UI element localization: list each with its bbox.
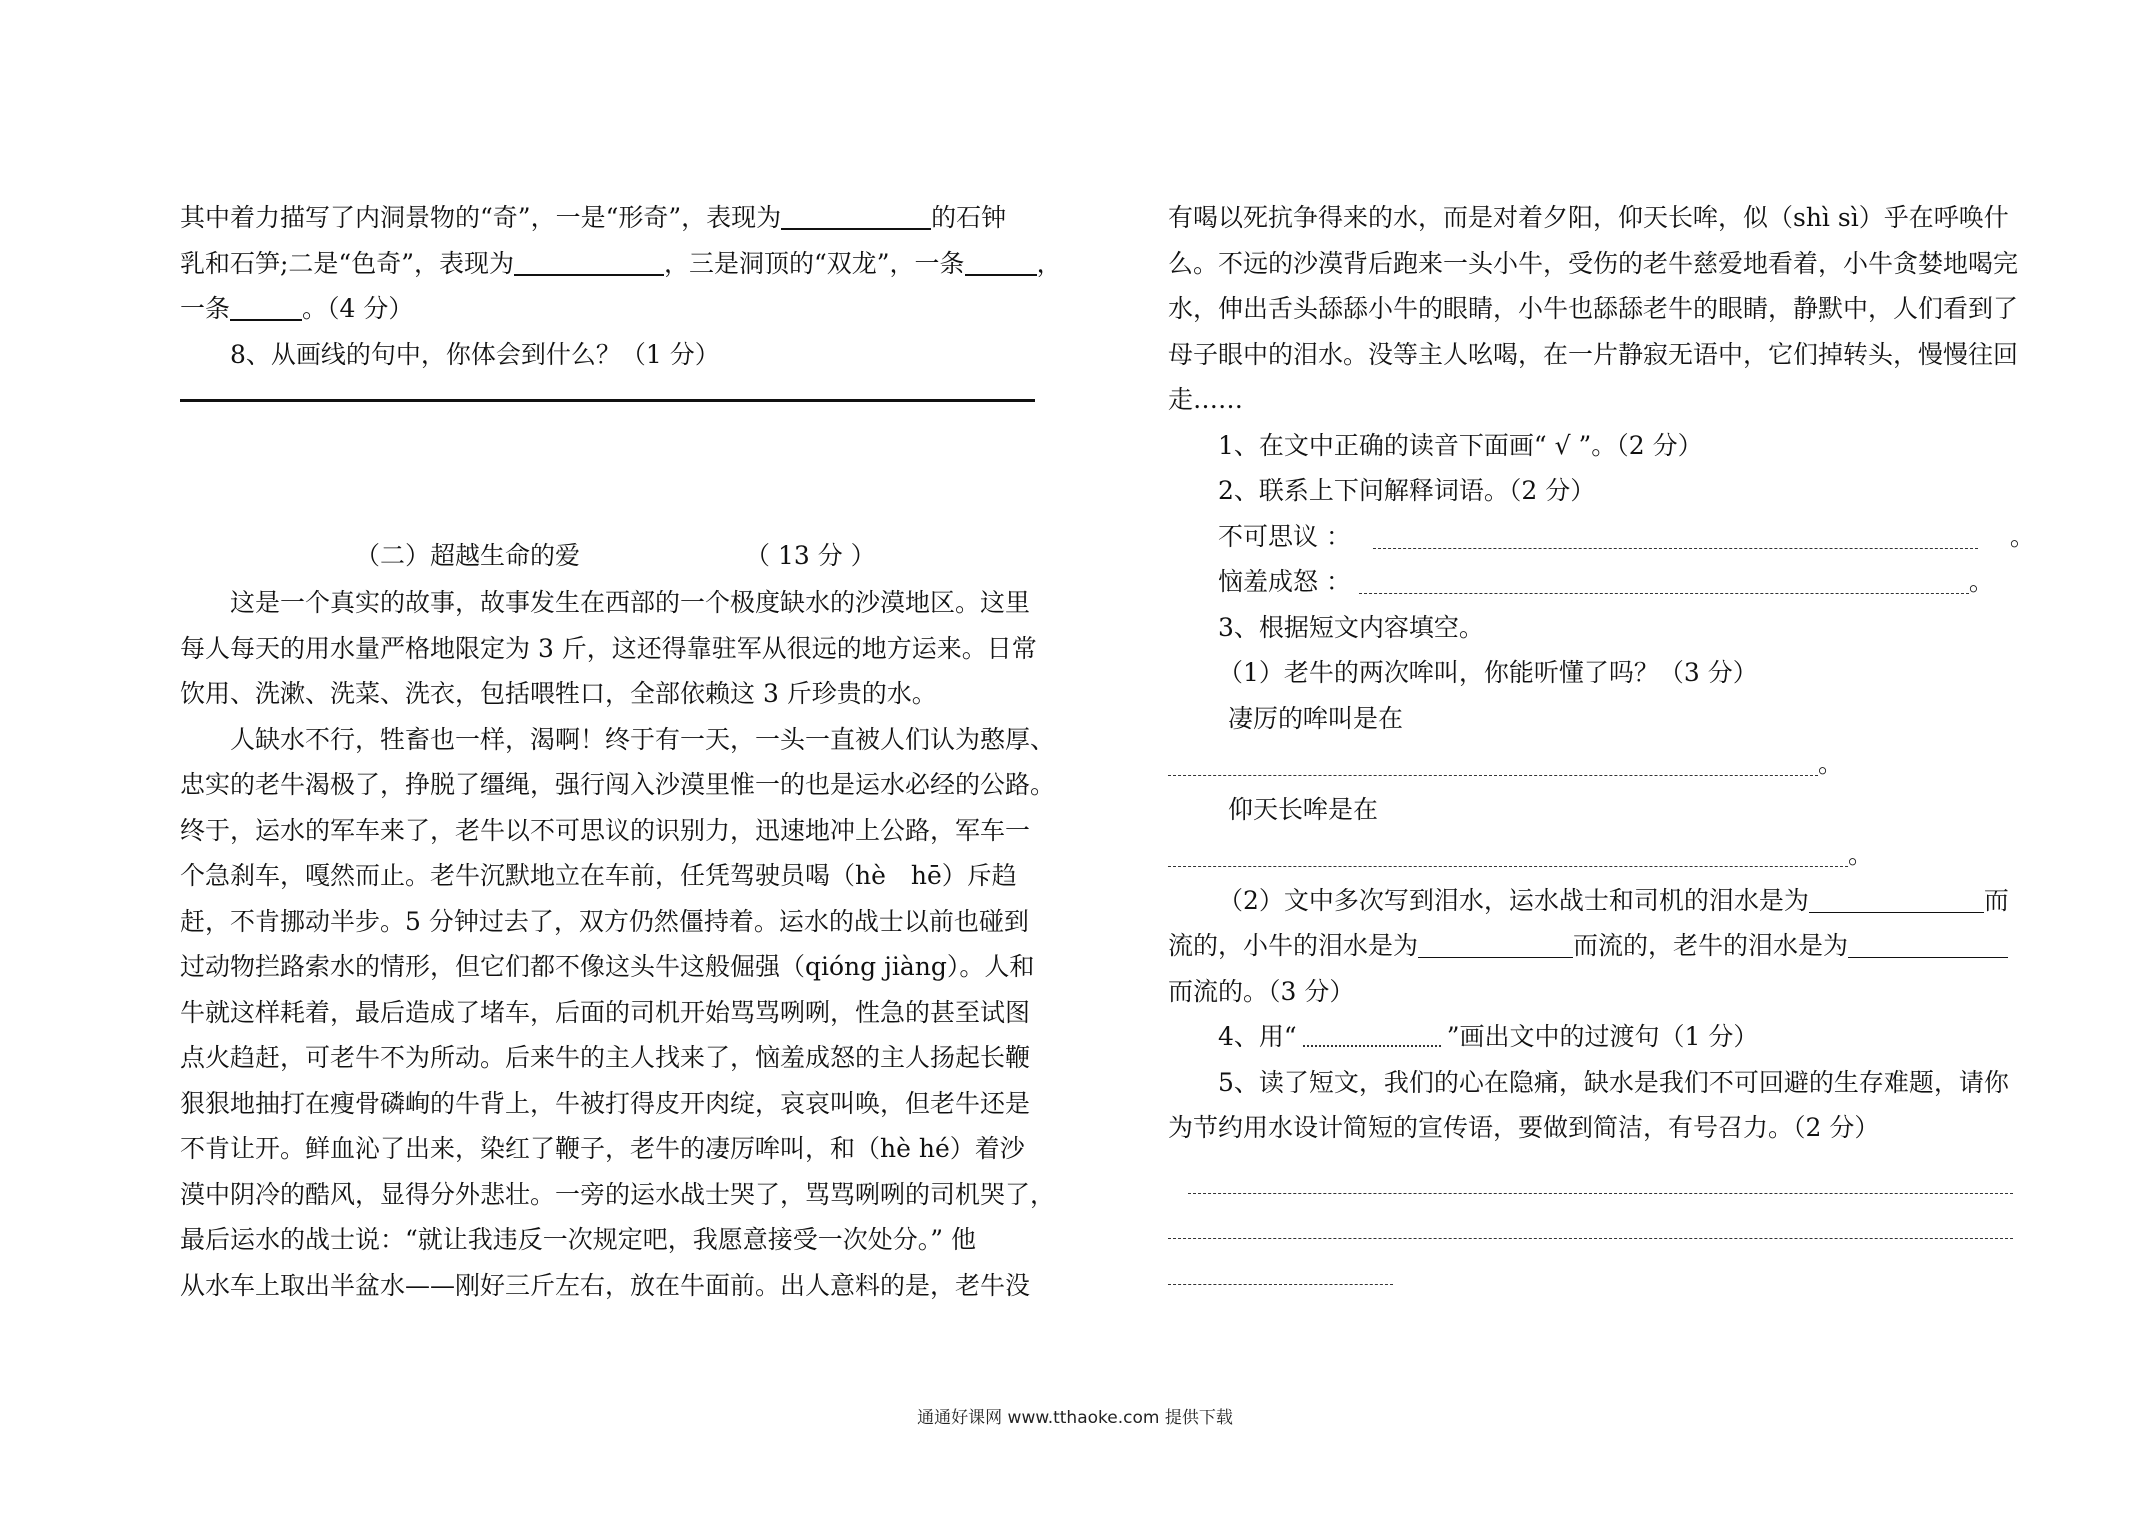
intro-line-3: 一条 。（4 分） xyxy=(180,286,1040,332)
section-score: （ 13 分 ） xyxy=(745,541,876,570)
question-3: 3、根据短文内容填空。 xyxy=(1218,612,1484,642)
left-column xyxy=(180,195,1062,1308)
passage-line: 个急刹车，嘎然而止。老牛沉默地立在车前，任凭驾驶员喝（hè hē）斥趋 xyxy=(180,861,1017,890)
passage-line: 最后运水的战士说：“就让我违反一次规定吧，我愿意接受一次处分。” 他 xyxy=(180,1225,977,1254)
q5-answer-line-1[interactable] xyxy=(1168,1159,2028,1205)
question-3-2-line-2: 流的，小牛的泪水是为 而流的，老牛的泪水是为 xyxy=(1168,923,2028,969)
question-1: 1、在文中正确的读音下面画“ √ ”。（2 分） xyxy=(1218,430,1703,460)
blank-seqi[interactable] xyxy=(514,246,664,276)
answer-bukesiyi[interactable] xyxy=(1373,522,1978,549)
answer-naoxiuchengnu[interactable] xyxy=(1359,567,1969,594)
passage-line: 走…… xyxy=(1168,385,1244,414)
section-title-row xyxy=(180,532,1040,580)
passage-line: 每人每天的用水量严格地限定为 3 斤，这还得靠驻军从很远的地方运来。日常 xyxy=(180,633,1037,663)
question-5-line-2: 为节约用水设计简短的宣传语，要做到简洁，有号召力。（2 分） xyxy=(1168,1113,1880,1142)
word-naoxiuchengnu: 恼羞成怒 ： xyxy=(1218,567,1351,596)
passage-line: 牛就这样耗着，最后造成了堵车，后面的司机开始骂骂咧咧，性急的甚至试图 xyxy=(180,997,1031,1027)
question-3-1: （1）老牛的两次哞叫，你能听懂了吗？（3 分） xyxy=(1218,658,1758,687)
question-2: 2、联系上下问解释词语。（2 分） xyxy=(1218,476,1596,505)
passage-line: 人缺水不行，牲畜也一样，渴啊！终于有一天，一头一直被人们认为憨厚、 xyxy=(230,724,1056,754)
q5-answer-line-3[interactable] xyxy=(1168,1250,2028,1296)
blank-dragon-2[interactable] xyxy=(230,291,302,321)
right-column xyxy=(1168,195,2035,1295)
question-5-line-1: 5、读了短文，我们的心在隐痛，缺水是我们不可回避的生存难题，请你 xyxy=(1218,1067,2009,1097)
intro-line-2: 乳和石笋;二是“色奇”，表现为 ，三是洞顶的“双龙”，一条 ， xyxy=(180,241,1040,287)
passage-line: 有喝以死抗争得来的水，而是对着夕阳，仰天长哞，似（shì sì）乎在呼唤什 xyxy=(1168,203,2009,232)
blank-tears-soldiers[interactable] xyxy=(1809,884,1984,913)
word-bukesiyi-row: 不可思议 ： 。 xyxy=(1218,521,2035,551)
q3-1-prompt-a: 凄厉的哞叫是在 xyxy=(1228,703,1404,733)
blank-tears-ox[interactable] xyxy=(1848,929,2008,958)
passage-line: 么。不远的沙漠背后跑来一头小牛，受伤的老牛慈爱地看着，小牛贪婪地喝完 xyxy=(1168,248,2019,278)
passage-line: 狠狠地抽打在瘦骨磷峋的牛背上，牛被打得皮开肉绽，哀哀叫唤，但老牛还是 xyxy=(180,1088,1031,1118)
question-3-2-line-3: 而流的。（3 分） xyxy=(1168,976,1355,1006)
q3-1-answer-b-row: 。 xyxy=(1168,832,2028,878)
word-bukesiyi: 不可思议 ： xyxy=(1218,521,1351,551)
q3-1-answer-a-row: 。 xyxy=(1168,741,2028,787)
q3-1-answer-b[interactable] xyxy=(1168,840,1848,867)
word-naoxiuchengnu-row: 恼羞成怒 ： 。 xyxy=(1218,567,1994,596)
blank-tears-calf[interactable] xyxy=(1418,929,1573,958)
passage-line: 终于，运水的军车来了，老牛以不可思议的识别力，迅速地冲上公路，军车一 xyxy=(180,815,1031,845)
question-8: 8、从画线的句中，你体会到什么？（1 分） xyxy=(230,339,720,369)
q3-1-answer-a[interactable] xyxy=(1168,749,1818,776)
section-title: （二）超越生命的爱 xyxy=(355,541,581,570)
passage-line: 忠实的老牛渴极了，挣脱了缰绳，强行闯入沙漠里惟一的也是运水必经的公路。 xyxy=(180,770,1056,799)
intro-line-1: 其中着力描写了内洞景物的“奇”，一是“形奇”，表现为 的石钟 xyxy=(180,195,1040,241)
question-4: 4、用“ ”画出文中的过渡句（1 分） xyxy=(1218,1022,1759,1051)
passage-line: 母子眼中的泪水。没等主人吆喝，在一片静寂无语中，它们掉转头，慢慢往回 xyxy=(1168,339,2019,369)
footer-credit: 通通好课网 www.tthaoke.com 提供下载 xyxy=(917,1408,1233,1428)
passage-line: 从水车上取出半盆水——刚好三斤左右，放在牛面前。出人意料的是，老牛没 xyxy=(180,1270,1031,1300)
blank-dragon-1[interactable] xyxy=(965,246,1037,276)
question-3-2-line-1: （2）文中多次写到泪水，运水战士和司机的泪水是为 而 xyxy=(1218,885,2009,915)
passage-line: 水，伸出舌头舔舔小牛的眼睛，小牛也舔舔老牛的眼睛，静默中，人们看到了 xyxy=(1168,294,2019,323)
q3-1-prompt-b: 仰天长哞是在 xyxy=(1228,794,1379,824)
wavy-underline-sample xyxy=(1303,1023,1441,1047)
passage-line: 点火趋赶，可老牛不为所动。后来牛的主人找来了，恼羞成怒的主人扬起长鞭 xyxy=(180,1043,1031,1072)
passage-line: 漠中阴冷的酷风，显得分外悲壮。一旁的运水战士哭了，骂骂咧咧的司机哭了， xyxy=(180,1179,1056,1209)
passage-line: 不肯让开。鲜血沁了出来，染红了鞭子，老牛的凄厉哞叫，和（hè hé）着沙 xyxy=(180,1134,1025,1163)
passage-line: 过动物拦路索水的情形，但它们都不像这头牛这般倔强（qióng jiàng）。人和 xyxy=(180,952,1035,981)
blank-xingqi[interactable] xyxy=(781,200,931,230)
q5-answer-line-2[interactable] xyxy=(1168,1204,2028,1250)
passage-line: 饮用、洗漱、洗菜、洗衣，包括喂牲口，全部依赖这 3 斤珍贵的水。 xyxy=(180,679,937,708)
passage-line: 这是一个真实的故事，故事发生在西部的一个极度缺水的沙漠地区。这里 xyxy=(230,588,1031,617)
passage-line: 赶，不肯挪动半步。5 分钟过去了，双方仍然僵持着。运水的战士以前也碰到 xyxy=(180,906,1029,936)
